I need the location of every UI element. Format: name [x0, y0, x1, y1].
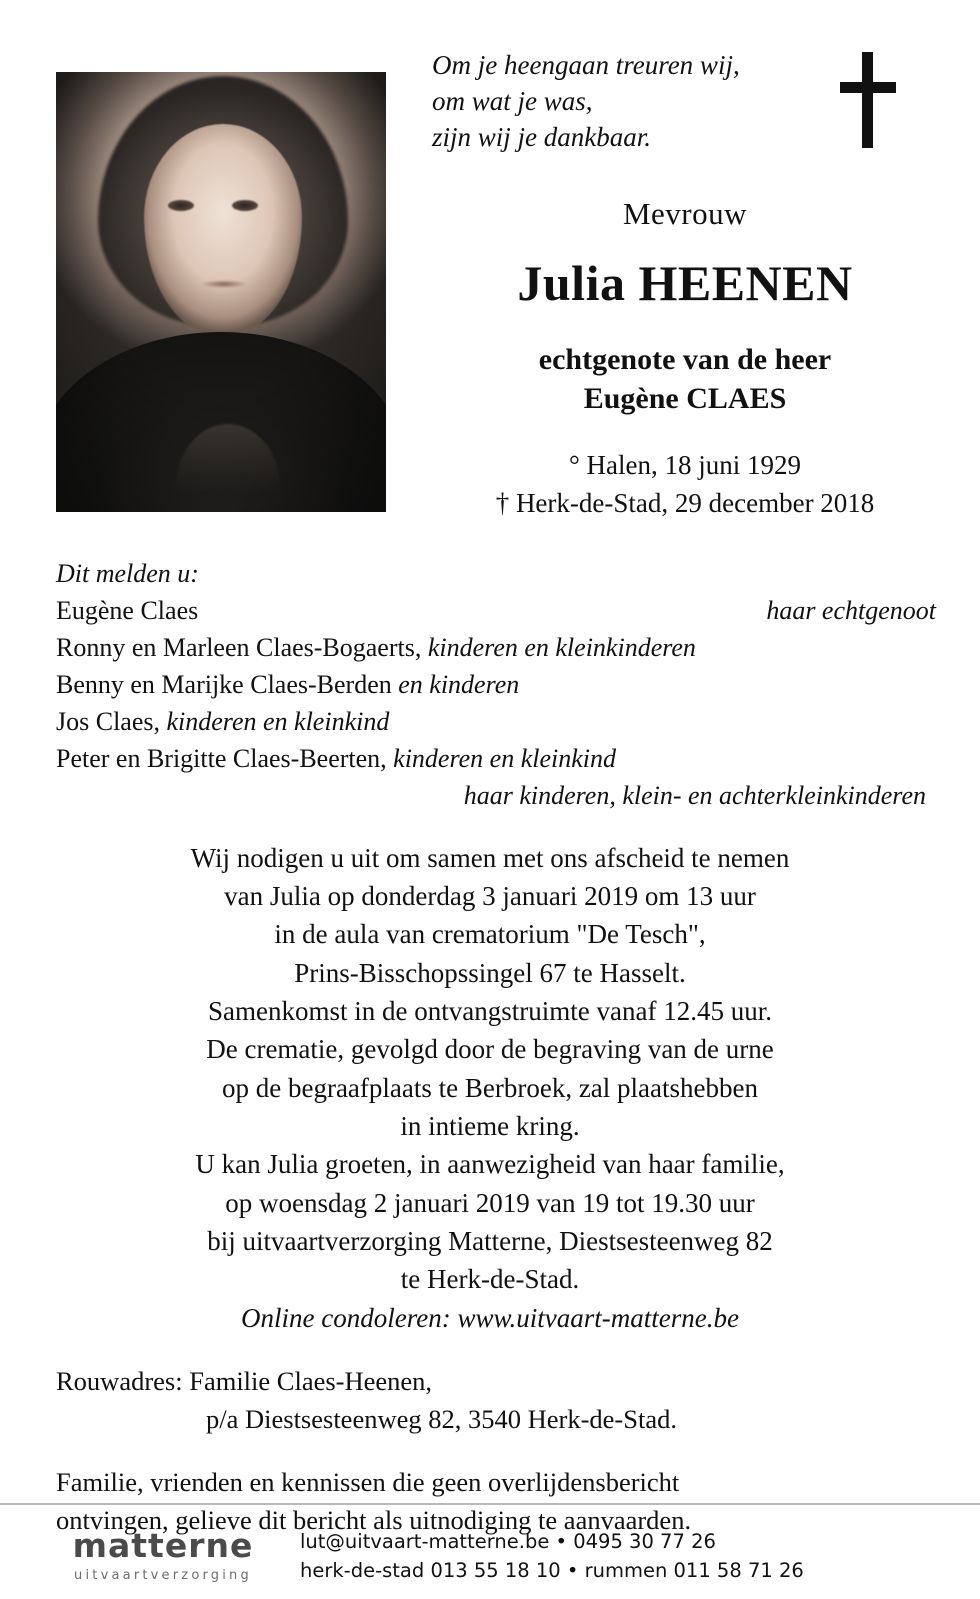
family-row-1 [56, 630, 936, 667]
mourning-address-line-2: p/a Diestsesteenweg 82, 3540 Herk-de-Stad. [206, 1403, 677, 1434]
cross-icon [840, 52, 896, 148]
invitation-line-6: De crematie, gevolgd door de begraving van de urne [206, 1034, 774, 1065]
invitation-line-7: op de begraafplaats te Berbroek, zal plaatshebben [221, 1072, 758, 1103]
family-row-3 [56, 704, 936, 741]
cross-vertical-bar [862, 52, 873, 148]
family-relation-1: kinderen en kleinkinderen [421, 633, 696, 663]
invitation-line-10: op woensdag 2 januari 2019 van 19 tot 19.30 uur [225, 1187, 755, 1218]
invitation-line-3: in de aula van crematorium "De Tesch", [274, 919, 706, 950]
portrait-container [56, 42, 386, 522]
footer [0, 1503, 980, 1599]
mourning-address-section [0, 1337, 980, 1438]
invitation-line-11: bij uitvaartverzorging Matterne, Diestsesteenweg 82 [207, 1226, 773, 1256]
header-text-column [386, 42, 950, 522]
mourning-address-line-1: Rouwadres: Familie Claes-Heenen, [56, 1365, 433, 1396]
footer-contact-line-2[interactable]: herk-de-stad 013 55 18 10 • rummen 011 58 71 26 [300, 1559, 804, 1582]
portrait-vignette [56, 72, 386, 512]
notice-line-2: ontvingen, gelieve dit bericht als uitnodiging te aanvaarden. [56, 1504, 692, 1535]
death-date: † Herk-de-Stad, 29 december 2018 [495, 488, 875, 519]
family-relation-spouse: haar echtgenoot [766, 596, 936, 626]
family-member-1: Ronny en Marleen Claes-Bogaerts, [56, 633, 422, 663]
family-member-2: Benny en Marijke Claes-Berden [56, 670, 392, 700]
salutation: Mevrouw [622, 195, 748, 231]
family-section [0, 522, 980, 814]
spouse-name: Eugène CLAES [583, 381, 787, 415]
footer-contact-line-1[interactable]: lut@uitvaart-matterne.be • 0495 30 77 26 [300, 1529, 716, 1553]
funeral-home-logo [0, 1526, 300, 1583]
invitation-line-9: U kan Julia groeten, in aanwezigheid van haar familie, [195, 1149, 785, 1180]
family-relation-2: en kinderen [391, 670, 520, 700]
family-relation-4: kinderen en kleinkind [386, 743, 616, 773]
online-condolence-link[interactable]: Online condoleren: www.uitvaart-matterne.be [241, 1302, 739, 1333]
family-row-4 [56, 741, 936, 778]
invitation-line-2: van Julia op donderdag 3 januari 2019 om 13 uur [224, 881, 756, 912]
family-member-spouse: Eugène Claes [56, 596, 199, 626]
notice-line-1: Familie, vrienden en kennissen die geen overlijdensbericht [56, 1467, 680, 1498]
invitation-line-1: Wij nodigen u uit om samen met ons afscheid te nemen [190, 842, 790, 873]
dates-block [420, 446, 950, 523]
invitation-line-8: in intieme kring. [400, 1111, 580, 1142]
invitation-line-5: Samenkomst in de ontvangstruimte vanaf 12.45 uur. [208, 996, 772, 1027]
family-row-2 [56, 667, 936, 704]
family-member-4: Peter en Brigitte Claes-Beerten, [56, 743, 387, 773]
family-relation-3: kinderen en kleinkind [160, 707, 390, 736]
cross-horizontal-bar [840, 82, 896, 93]
footer-contact [300, 1527, 980, 1586]
logo-tagline: uitvaartverzorging [74, 1568, 252, 1583]
invitation-line-4: Prins-Bisschopssingel 67 te Hasselt. [294, 957, 686, 988]
family-closing: haar kinderen, klein- en achterkleinkinderen [463, 780, 926, 810]
spouse-label: echtgenote van de heer [538, 342, 832, 376]
spouse-block [420, 340, 950, 418]
family-lead: Dit melden u: [56, 559, 199, 589]
invitation-section [0, 815, 980, 1337]
deceased-name: Julia HEENEN [517, 254, 853, 311]
portrait-photo [56, 72, 386, 512]
family-member-3: Jos Claes, [56, 707, 160, 736]
logo-name: matterne [72, 1526, 254, 1565]
invitation-line-12: te Herk-de-Stad. [400, 1264, 580, 1295]
verse-line-3: zijn wij je dankbaar. [432, 121, 652, 152]
verse-line-2: om wat je was, [432, 85, 593, 116]
header-section [0, 0, 980, 522]
birth-date: ° Halen, 18 juni 1929 [568, 449, 802, 480]
verse-line-1: Om je heengaan treuren wij, [432, 50, 740, 80]
family-row-spouse [56, 593, 936, 630]
